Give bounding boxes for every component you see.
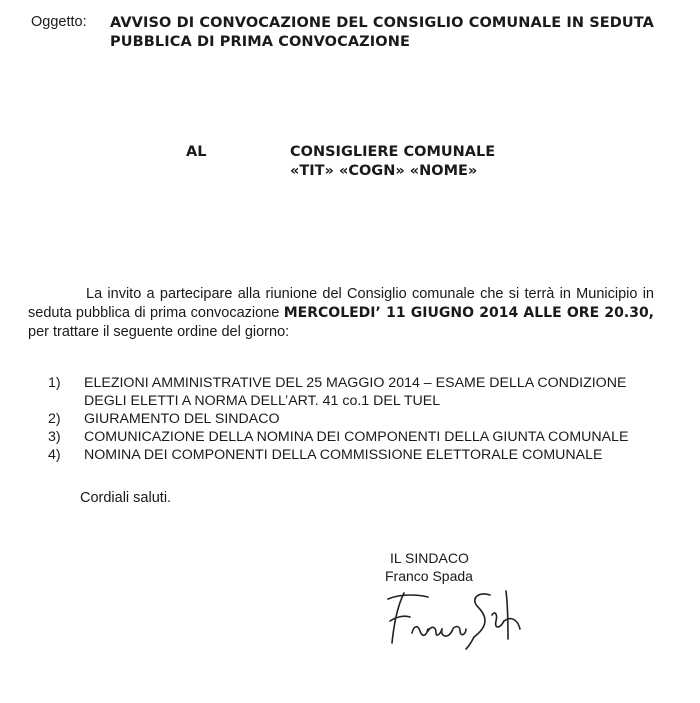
meeting-datetime: MERCOLEDI’ 11 GIUGNO 2014 ALLE ORE 20.30, (283, 305, 654, 321)
agenda-item-text: NOMINA DEI COMPONENTI DELLA COMMISSIONE ELETTORALE COMUNALE (84, 447, 603, 463)
signatory-role: IL SINDACO (390, 550, 469, 566)
handwritten-signature (374, 585, 534, 657)
signatory-name: Franco Spada (385, 568, 473, 584)
agenda-item-number: 2) (48, 411, 61, 427)
agenda-item-text: COMUNICAZIONE DELLA NOMINA DEI COMPONENTI DELLA GIUNTA COMUNALE (84, 429, 629, 445)
agenda-item (48, 410, 663, 428)
body-intro: La invito a partecipare alla riunione del Consiglio comunale che si terrà in Municipio in seduta pubblica di prima convocazione (28, 286, 654, 321)
addressee-role: CONSIGLIERE COMUNALE (290, 144, 496, 160)
agenda-item (48, 374, 663, 410)
subject-label: Oggetto: (31, 14, 87, 30)
body-outro: per trattare il seguente ordine del giorno: (28, 324, 290, 340)
agenda-item-text: ELEZIONI AMMINISTRATIVE DEL 25 MAGGIO 2014 – ESAME DELLA CONDIZIONE DEGLI ELETTI A NORMA DELL’ART. 41 co.1 DEL TUEL (84, 375, 627, 409)
agenda-item (48, 428, 663, 446)
agenda-item-number: 1) (48, 375, 61, 391)
addressee-prefix: AL (186, 144, 207, 160)
agenda-item (48, 446, 663, 464)
agenda-item-number: 4) (48, 447, 61, 463)
closing-greeting: Cordiali saluti. (80, 490, 172, 506)
agenda-item-text: GIURAMENTO DEL SINDACO (84, 411, 280, 427)
subject-text: AVVISO DI CONVOCAZIONE DEL CONSIGLIO COMUNALE IN SEDUTA PUBBLICA DI PRIMA CONVOCAZIONE (110, 15, 654, 50)
agenda-list (48, 374, 663, 464)
addressee-merge-fields: «TIT» «COGN» «NOME» (290, 163, 478, 179)
body-paragraph (28, 285, 654, 342)
agenda-item-number: 3) (48, 429, 61, 445)
